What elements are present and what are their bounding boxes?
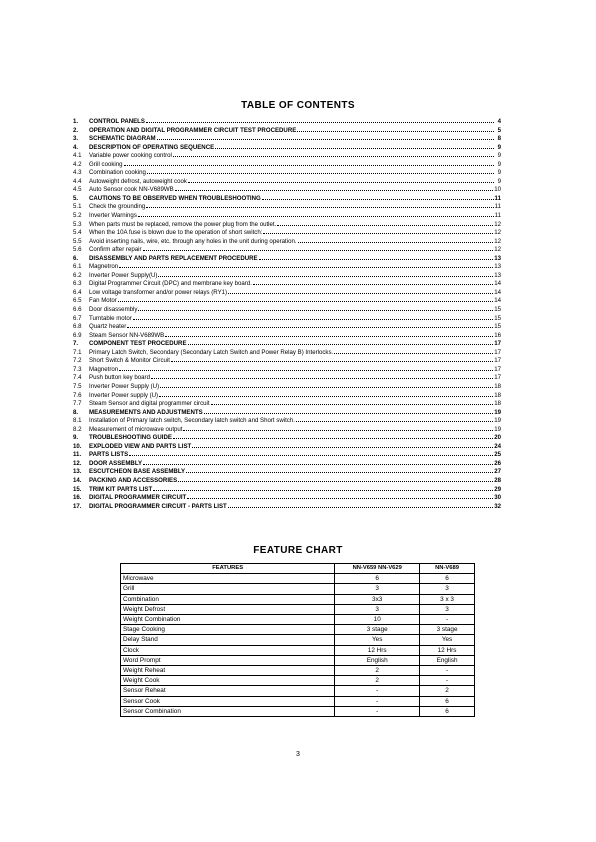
toc-entry-number: 14. [73,476,82,484]
toc-entry-title: Steam Sensor NN-V689WB [89,331,165,339]
toc-entry-number: 4.4 [73,177,82,185]
toc-entry [73,185,501,194]
toc-entry-page: 32 [494,502,501,510]
toc-entry-number: 7.6 [73,391,82,399]
toc-entry-number: 11. [73,451,82,459]
feature-name-cell: Microwave [121,574,335,584]
toc-title: TABLE OF CONTENTS [241,100,355,111]
toc-leader-dots [183,425,493,431]
toc-entry-page: 17 [494,340,501,348]
toc-entry-title: Quartz heater [89,323,127,331]
toc-entry [73,476,501,485]
toc-entry-page: 24 [494,442,501,450]
toc-entry-page: 15 [494,306,501,314]
toc-entry-number: 12. [73,459,82,467]
toc-entry-page: 11 [494,203,501,211]
table-row [121,604,475,614]
toc-leader-dots [277,220,493,226]
toc-entry-number: 6.7 [73,314,82,322]
feature-value-cell: 2 [335,666,420,676]
toc-entry-page: 14 [494,288,501,296]
toc-entry-title: DOOR ASSEMBLY [89,459,143,467]
toc-entry-page: 30 [494,494,501,502]
toc-entry [73,348,501,357]
toc-entry-page: 5 [497,126,501,134]
toc-entry-number: 6.6 [73,306,82,314]
feature-value-cell: Yes [420,635,475,645]
toc-entry-page: 9 [497,143,501,151]
toc-entry-page: 14 [494,297,501,305]
feature-value-cell: 3 [335,584,420,594]
feature-value-cell: 3 [335,604,420,614]
toc-entry [73,356,501,365]
toc-entry-number: 4.5 [73,186,82,194]
toc-entry-title: DISASSEMBLY AND PARTS REPLACEMENT PROCEDURE [89,254,258,262]
toc-entry-title: Steam Sensor and digital programmer circuit [89,400,210,408]
toc-leader-dots [160,382,493,388]
toc-entry-page: 13 [494,254,501,262]
feature-value-cell: 3 stage [335,625,420,635]
toc-entry [73,211,501,220]
table-of-contents [73,117,501,510]
toc-entry-number: 6.1 [73,263,82,271]
toc-entry [73,467,501,476]
toc-entry [73,493,501,502]
toc-entry-title: CAUTIONS TO BE OBSERVED WHEN TROUBLESHOOTING [89,194,261,202]
toc-entry-page: 9 [497,160,501,168]
feature-name-cell: Delay Stand [121,635,335,645]
toc-leader-dots [138,305,493,311]
toc-leader-dots [228,502,493,508]
feature-value-cell: - [420,666,475,676]
toc-entry-title: Inverter Power Supply (U) [89,382,160,390]
toc-entry [73,322,501,331]
toc-entry-title: Combination cooking [89,169,146,177]
toc-leader-dots [263,228,493,234]
toc-entry [73,271,501,280]
feature-value-cell: - [420,615,475,625]
toc-entry-title: Digital Programmer Circuit (DPC) and membrane key board. [89,280,252,288]
toc-leader-dots [204,408,494,414]
toc-entry-title: DIGITAL PROGRAMMER CIRCUIT - PARTS LIST [89,502,227,510]
toc-entry [73,425,501,434]
toc-leader-dots [157,134,494,140]
toc-entry-title: EXPLODED VIEW AND PARTS LIST [89,442,192,450]
toc-leader-dots [153,485,493,491]
toc-entry-page: 9 [497,177,501,185]
feature-chart-header-row [121,564,475,574]
toc-entry [73,416,501,425]
table-row [121,594,475,604]
toc-entry [73,331,501,340]
toc-entry [73,296,501,305]
toc-entry-page: 25 [494,451,501,459]
toc-entry-number: 4.2 [73,160,82,168]
feature-chart-title: FEATURE CHART [253,545,343,556]
toc-leader-dots [143,459,493,465]
toc-entry-number: 5.2 [73,212,82,220]
toc-entry-number: 15. [73,485,82,493]
toc-entry-title: Inverter Power Supply(U) [89,271,158,279]
toc-entry-title: ESCUTCHEON BASE ASSEMBLY [89,468,186,476]
feature-name-cell: Weight Reheat [121,666,335,676]
feature-name-cell: Combination [121,594,335,604]
toc-leader-dots [298,237,494,243]
toc-leader-dots [262,194,494,200]
toc-entry [73,168,501,177]
toc-entry [73,220,501,229]
toc-leader-dots [119,365,493,371]
toc-leader-dots [259,254,494,260]
toc-leader-dots [147,168,494,174]
toc-entry-page: 19 [494,417,501,425]
toc-entry-page: 15 [494,323,501,331]
feature-value-cell: 3x3 [335,594,420,604]
toc-entry-number: 7.1 [73,348,82,356]
toc-leader-dots [151,373,493,379]
toc-entry-page: 26 [494,459,501,467]
toc-leader-dots [253,279,493,285]
toc-leader-dots [138,211,494,217]
toc-entry [73,151,501,160]
toc-entry-title: Installation of Primary latch switch, Secondary latch switch and Short switch. [89,417,295,425]
table-row [121,584,475,594]
toc-entry-title: CONTROL PANELS [89,118,145,125]
toc-entry-title: When the 10A fuse is blown due to the operation of short switch: [89,229,263,237]
toc-entry-title: Confirm after repair [89,246,142,254]
feature-name-cell: Weight Defrost [121,604,335,614]
toc-entry [73,433,501,442]
feature-value-cell: - [335,686,420,696]
toc-entry-title: Autoweight defrost, autoweight cook [89,177,187,185]
toc-entry-number: 6.9 [73,331,82,339]
feature-name-cell: Weight Combination [121,615,335,625]
toc-entry-page: 12 [494,246,501,254]
toc-entry-page: 28 [494,476,501,484]
toc-entry-page: 15 [494,314,501,322]
toc-entry-page: 8 [497,135,501,143]
toc-entry-number: 7. [73,340,79,348]
table-row [121,574,475,584]
table-row [121,655,475,665]
toc-entry-number: 8.2 [73,425,82,433]
toc-entry-title: Inverter Warnings [89,212,137,220]
feature-value-cell: 2 [420,686,475,696]
toc-entry-number: 5.3 [73,220,82,228]
feature-name-cell: Sensor Combination [121,706,335,716]
toc-leader-dots [171,356,493,362]
toc-entry-number: 6.4 [73,288,82,296]
table-row [121,696,475,706]
toc-leader-dots [187,493,493,499]
toc-entry [73,382,501,391]
toc-entry [73,160,501,169]
toc-entry-title: Fan Motor [89,297,117,305]
toc-entry-page: 10 [494,186,501,194]
toc-entry-title: DIGITAL PROGRAMMER CIRCUIT [89,494,187,502]
toc-entry-page: 18 [494,382,501,390]
table-row [121,635,475,645]
toc-entry-number: 6.5 [73,297,82,305]
toc-entry-title: Magnetron [89,365,119,373]
toc-entry [73,245,501,254]
toc-entry-page: 16 [494,331,501,339]
toc-entry [73,177,501,186]
feature-value-cell: 6 [420,574,475,584]
toc-entry-number: 5.5 [73,237,82,245]
toc-entry-title: Measurement of microwave output [89,425,183,433]
toc-entry-number: 6.3 [73,280,82,288]
toc-entry-number: 4.3 [73,169,82,177]
toc-entry-page: 4 [497,118,501,125]
feature-value-cell: 10 [335,615,420,625]
toc-entry-page: 13 [494,271,501,279]
toc-entry-page: 17 [494,365,501,373]
toc-entry-title: DESCRIPTION OF OPERATING SEQUENCE [89,143,215,151]
toc-entry-title: OPERATION AND DIGITAL PROGRAMMER CIRCUIT TEST PROCEDURE [89,126,297,134]
toc-entry-number: 1. [73,118,79,125]
toc-leader-dots [158,271,493,277]
toc-entry-title: Push button key board [89,374,150,382]
toc-entry-page: 18 [494,391,501,399]
toc-leader-dots [215,143,494,149]
toc-leader-dots [133,314,493,320]
toc-entry-number: 17. [73,502,82,510]
toc-entry-title: Avoid inserting nails, wire, etc. through any holes in the unit during operation. [89,237,297,245]
toc-entry-number: 8. [73,408,79,416]
toc-entry-page: 18 [494,400,501,408]
table-row [121,666,475,676]
feature-value-cell: 12 Hrs [335,645,420,655]
toc-entry-number: 7.3 [73,365,82,373]
feature-value-cell: 6 [420,696,475,706]
toc-leader-dots [186,467,493,473]
toc-entry [73,391,501,400]
feature-chart-column-header: FEATURES [121,564,335,574]
toc-leader-dots [297,126,494,132]
toc-entry-title: Primary Latch Switch, Secondary (Secondary Latch Switch and Power Relay B) Interlocks. [89,348,334,356]
toc-entry-number: 7.7 [73,400,82,408]
toc-leader-dots [146,202,493,208]
toc-entry-title: Turntable motor [89,314,132,322]
table-row [121,676,475,686]
toc-entry-title: Check the grounding [89,203,146,211]
feature-value-cell: Yes [335,635,420,645]
toc-entry [73,262,501,271]
toc-entry-number: 13. [73,468,82,476]
table-row [121,625,475,635]
feature-value-cell: 3 [420,604,475,614]
toc-entry-title: Low voltage transformer and/or power relays (RY1) [89,288,228,296]
toc-entry [73,202,501,211]
toc-leader-dots [119,262,493,268]
toc-entry-number: 8.1 [73,417,82,425]
toc-entry [73,126,501,135]
toc-entry-number: 6.8 [73,323,82,331]
toc-entry [73,373,501,382]
toc-leader-dots [296,416,493,422]
toc-entry-page: 19 [494,408,501,416]
toc-entry [73,485,501,494]
toc-entry-page: 27 [494,468,501,476]
feature-value-cell: - [335,706,420,716]
toc-entry-title: Door disassembly [89,306,138,314]
toc-entry-number: 2. [73,126,79,134]
toc-entry-page: 12 [494,220,501,228]
table-row [121,686,475,696]
toc-entry-page: 17 [494,348,501,356]
toc-entry [73,408,501,417]
toc-entry-page: 13 [494,263,501,271]
toc-entry [73,134,501,143]
toc-leader-dots [165,331,493,337]
toc-entry-title: Variable power cooking control [89,152,172,160]
toc-entry [73,339,501,348]
feature-value-cell: 3 [420,584,475,594]
toc-entry-title: MEASUREMENTS AND ADJUSTMENTS [89,408,203,416]
toc-entry [73,399,501,408]
toc-leader-dots [173,151,494,157]
toc-entry-title: Auto Sensor cook NN-V689WB [89,186,174,194]
toc-entry-number: 9. [73,434,79,442]
toc-entry [73,237,501,246]
toc-leader-dots [129,450,493,456]
toc-entry-number: 7.5 [73,382,82,390]
feature-name-cell: Stage Cooking [121,625,335,635]
toc-entry-page: 14 [494,280,501,288]
toc-leader-dots [146,117,494,123]
toc-entry-page: 11 [494,212,501,220]
toc-entry [73,459,501,468]
toc-entry-title: Short Switch & Monitor Circuit [89,357,170,365]
toc-entry-title: COMPONENT TEST PROCEDURE [89,340,187,348]
feature-value-cell: English [335,655,420,665]
toc-entry-number: 5.6 [73,246,82,254]
feature-name-cell: Grill [121,584,335,594]
page-number: 3 [296,751,300,758]
toc-entry [73,314,501,323]
toc-leader-dots [334,348,493,354]
toc-entry-page: 29 [494,485,501,493]
toc-leader-dots [159,391,493,397]
feature-value-cell: 2 [335,676,420,686]
toc-entry-number: 16. [73,494,82,502]
feature-value-cell: 6 [420,706,475,716]
feature-name-cell: Weight Cook [121,676,335,686]
table-row [121,706,475,716]
toc-leader-dots [228,288,493,294]
feature-name-cell: Sensor Cook [121,696,335,706]
feature-chart-column-header: NN-V689 [420,564,475,574]
toc-leader-dots [173,433,493,439]
toc-entry-number: 5. [73,194,79,202]
toc-leader-dots [178,476,493,482]
toc-entry [73,502,501,511]
toc-entry-number: 7.2 [73,357,82,365]
toc-entry-number: 4. [73,143,79,151]
feature-value-cell: - [420,676,475,686]
toc-leader-dots [188,339,494,345]
toc-entry-page: 17 [494,374,501,382]
toc-entry [73,365,501,374]
toc-leader-dots [118,296,493,302]
toc-entry-page: 11 [494,194,501,202]
toc-entry [73,228,501,237]
toc-leader-dots [192,442,493,448]
toc-entry [73,254,501,263]
toc-entry [73,117,501,126]
toc-entry-title: TRIM KIT PARTS LIST [89,485,153,493]
toc-entry [73,143,501,152]
toc-entry [73,194,501,203]
toc-leader-dots [175,185,494,191]
toc-entry-page: 19 [494,425,501,433]
feature-value-cell: 12 Hrs [420,645,475,655]
feature-name-cell: Word Prompt [121,655,335,665]
toc-entry-title: SCHEMATIC DIAGRAM [89,135,156,143]
toc-entry-page: 20 [494,434,501,442]
toc-leader-dots [188,177,494,183]
toc-entry-page: 12 [494,229,501,237]
table-row [121,615,475,625]
feature-chart-table [120,563,475,717]
toc-entry-number: 7.4 [73,374,82,382]
toc-entry-title: Grill cooking [89,160,123,168]
toc-entry [73,442,501,451]
toc-leader-dots [127,322,493,328]
toc-entry-page: 9 [497,152,501,160]
feature-value-cell: English [420,655,475,665]
feature-value-cell: - [335,696,420,706]
toc-entry-number: 4.1 [73,152,82,160]
toc-leader-dots [143,245,494,251]
toc-entry-page: 9 [497,169,501,177]
toc-entry-number: 5.1 [73,203,82,211]
feature-chart-column-header: NN-V659 NN-V629 [335,564,420,574]
toc-entry-title: Inverter Power supply (U) [89,391,159,399]
toc-entry-title: When parts must be replaced, remove the power plug from the outlet. [89,220,277,228]
feature-value-cell: 3 x 3 [420,594,475,604]
toc-entry [73,288,501,297]
feature-name-cell: Sensor Reheat [121,686,335,696]
toc-leader-dots [124,160,494,166]
feature-name-cell: Clock [121,645,335,655]
toc-entry-title: PACKING AND ACCESSORIES [89,476,178,484]
toc-entry-number: 6. [73,254,79,262]
toc-entry [73,305,501,314]
feature-value-cell: 3 stage [420,625,475,635]
toc-entry [73,450,501,459]
toc-leader-dots [211,399,494,405]
toc-entry-title: Magnetron [89,263,119,271]
table-row [121,645,475,655]
toc-entry-number: 3. [73,135,79,143]
toc-entry-title: TROUBLESHOOTING GUIDE [89,434,172,442]
feature-value-cell: 6 [335,574,420,584]
toc-entry-number: 10. [73,442,82,450]
toc-entry-number: 6.2 [73,271,82,279]
toc-entry-page: 12 [494,237,501,245]
toc-entry [73,279,501,288]
toc-entry-page: 17 [494,357,501,365]
toc-entry-title: PARTS LISTS [89,451,129,459]
toc-entry-number: 5.4 [73,229,82,237]
